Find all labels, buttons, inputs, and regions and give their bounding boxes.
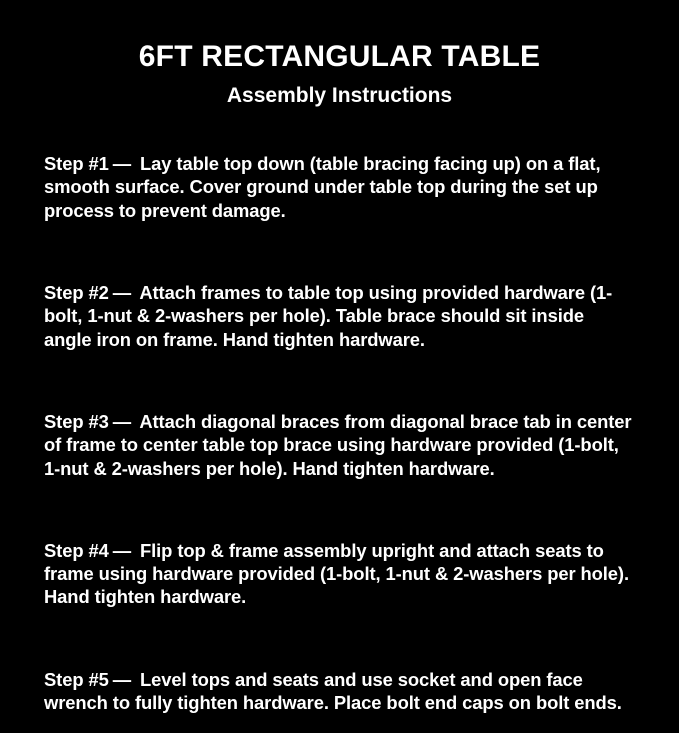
step-label: Step #2 xyxy=(44,281,109,303)
step-label: Step #1 xyxy=(44,152,109,174)
step-text: Attach frames to table top using provided hardware (1-bolt, 1-nut & 2-washers per hole). Table brace should sit inside angle iron on frame. Hand tighten hardware. xyxy=(44,281,613,350)
step-label: Step #5 xyxy=(44,668,109,690)
step-text: Flip top & frame assembly upright and attach seats to frame using hardware provided (1-bolt, 1-nut & 2-washers per hole). Hand tighten hardware. xyxy=(44,539,629,608)
step-text: Attach diagonal braces from diagonal brace tab in center of frame to center table top brace using hardware provided (1-bolt, 1-nut & 2-washers per hole). Hand tighten hardware. xyxy=(44,410,632,479)
step-item xyxy=(44,668,635,715)
page-subtitle: Assembly Instructions xyxy=(226,83,453,107)
step-item xyxy=(44,281,635,351)
steps-list xyxy=(44,134,635,733)
step-dash: — xyxy=(112,668,132,690)
step-dash: — xyxy=(112,281,132,303)
step-text: Lay table top down (table bracing facing up) on a flat, smooth surface. Cover ground under table top during the set up process to prevent damage. xyxy=(44,152,601,221)
step-dash: — xyxy=(112,410,132,432)
step-label: Step #4 xyxy=(44,539,109,561)
step-dash: — xyxy=(112,539,132,561)
step-label: Step #3 xyxy=(44,410,109,432)
step-dash: — xyxy=(112,152,132,174)
step-item xyxy=(44,152,635,222)
step-item xyxy=(44,410,635,480)
step-item xyxy=(44,539,635,609)
step-text: Level tops and seats and use socket and open face wrench to fully tighten hardware. Place bolt end caps on bolt ends. xyxy=(44,668,622,713)
page-title: 6FT RECTANGULAR TABLE xyxy=(138,40,541,73)
